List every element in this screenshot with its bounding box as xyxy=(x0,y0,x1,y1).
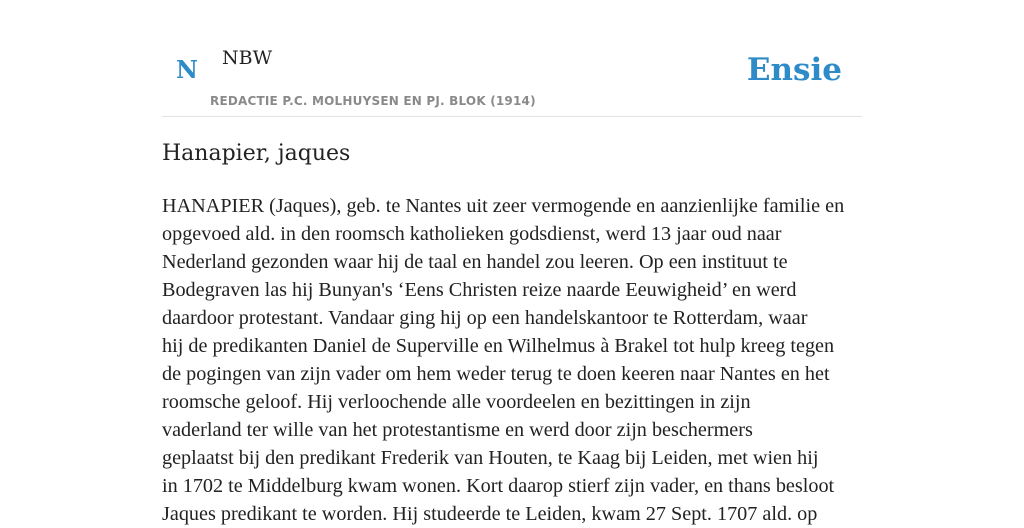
article-text-line: Nederland gezonden waar hij de taal en handel zou leeren. Op een instituut te xyxy=(162,251,788,273)
article-text-line: daardoor protestant. Vandaar ging hij op een handelskantoor te Rotterdam, waar xyxy=(162,307,808,329)
site-header xyxy=(162,0,862,117)
article-text-line: roomsche geloof. Hij verloochende alle voordeelen en bezittingen in zijn xyxy=(162,391,751,413)
article-text-line: geplaatst bij den predikant Frederik van Houten, te Kaag bij Leiden, met wien hij xyxy=(162,447,819,469)
article-text-line: hij de predikanten Daniel de Superville en Wilhelmus à Brakel tot hulp kreeg tegen xyxy=(162,335,835,357)
article-text-line: Bodegraven las hij Bunyan's ‘Eens Christen reize naarde Eeuwigheid’ en werd xyxy=(162,279,797,301)
brand-logo[interactable]: Ensie xyxy=(746,52,842,88)
article-text-line: HANAPIER (Jaques), geb. te Nantes uit zeer vermogende en aanzienlijke familie en xyxy=(162,195,845,217)
article-text-line: vaderland ter wille van het protestantisme en werd door zijn beschermers xyxy=(162,419,753,441)
article-title: Hanapier, jaques xyxy=(162,141,351,166)
source-logo-letter[interactable]: N xyxy=(176,55,198,84)
article-text-line: Jaques predikant te worden. Hij studeerde te Leiden, kwam 27 Sept. 1707 ald. op xyxy=(162,503,818,525)
source-subtitle: REDACTIE P.C. MOLHUYSEN EN PJ. BLOK (1914) xyxy=(210,94,536,108)
article-body xyxy=(162,192,862,528)
article-text-line: in 1702 te Middelburg kwam wonen. Kort daarop stierf zijn vader, en thans besloot xyxy=(162,475,835,497)
source-name[interactable]: NBW xyxy=(222,47,273,69)
article-text-line: opgevoed ald. in den roomsch katholieken godsdienst, werd 13 jaar oud naar xyxy=(162,223,782,245)
article-text-line: de pogingen van zijn vader om hem weder terug te doen keeren naar Nantes en het xyxy=(162,363,830,385)
